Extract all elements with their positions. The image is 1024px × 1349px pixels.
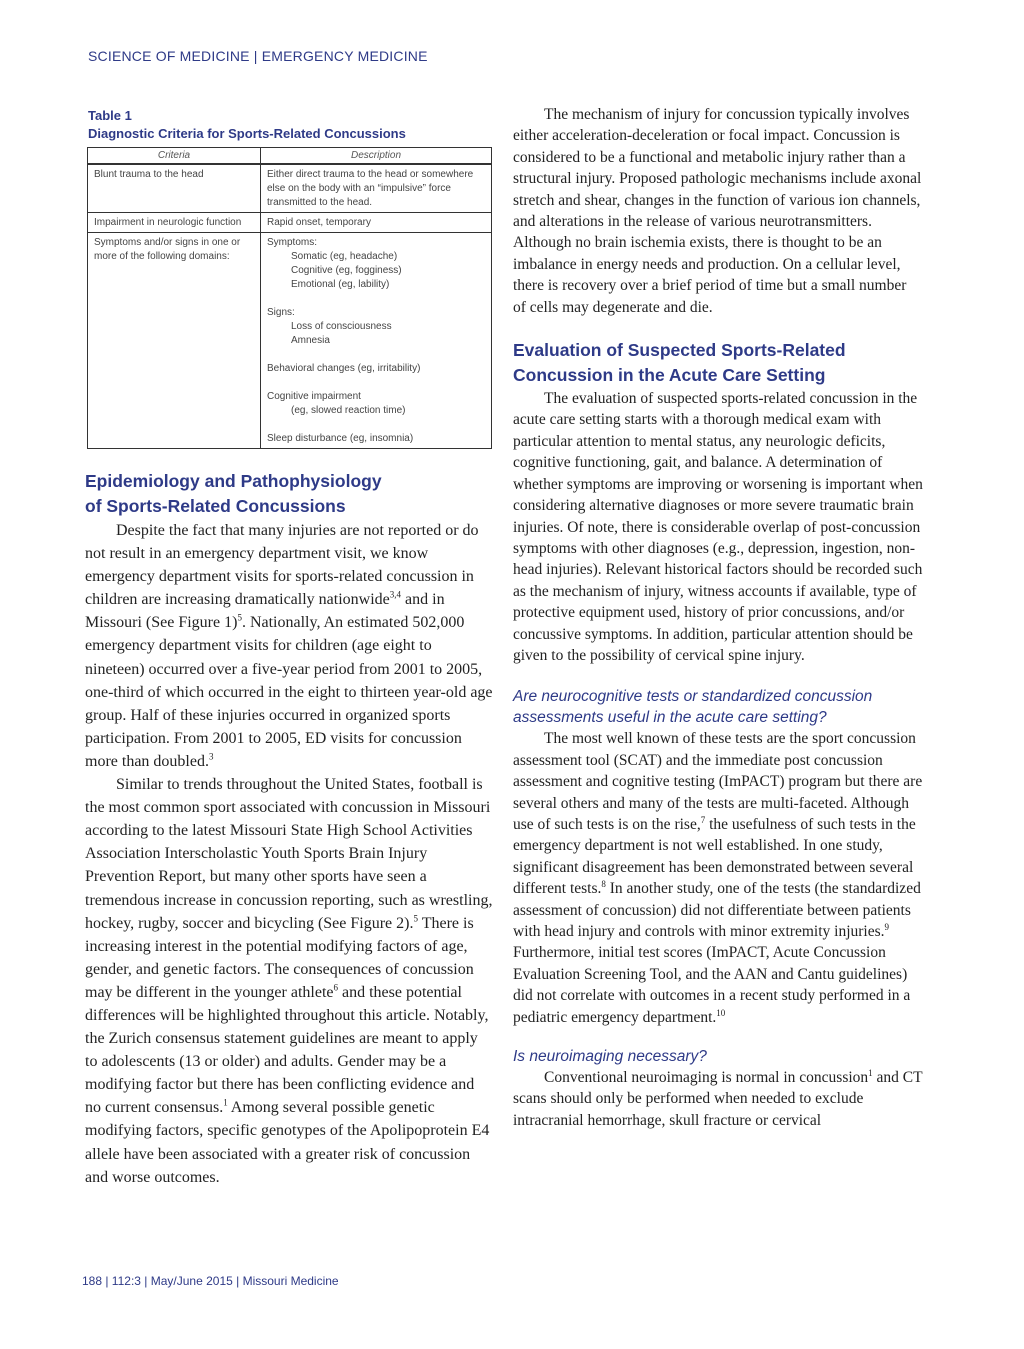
- section-heading-epidemiology: [85, 469, 493, 519]
- cognitive-label: Cognitive impairment: [267, 391, 361, 402]
- citation: 1: [223, 1098, 228, 1109]
- citation: 7: [700, 814, 706, 825]
- description-cell: Either direct trauma to the head or somewhere else on the body with an “impulsive” force transmitted to the head.: [261, 164, 492, 213]
- citation: 6: [333, 982, 338, 993]
- paragraph-epidemiology: Despite the fact that many injuries are not reported or do not result in an emergency department visit, we know emergency department visits for sports-related concussion in children are increasing dramatically nationwide$^{3,4}$ and in Missouri (See Figure 1)$^5$. Nationally, An estimated 502,000 emergency department visits for children (age eight to nineteen) occurred over a five-year period from 2001 to 2005, one-third of which occurred in the eight to thirteen year-old age group. Half of these injuries occurred in organized sports participation. From 2001 to 2005, ED visits for concussion more than doubled.$^3$: [85, 522, 493, 770]
- criteria-cell: Impairment in neurologic function: [88, 213, 261, 233]
- sleep-item: Sleep disturbance (eg, insomnia): [267, 433, 414, 444]
- right-column: [513, 104, 923, 1131]
- citation: 3: [208, 751, 214, 762]
- table-title: Diagnostic Criteria for Sports-Related Concussions: [88, 126, 406, 141]
- sign-item: Loss of consciousness: [291, 321, 392, 332]
- symptom-item: Somatic (eg, headache): [291, 251, 398, 262]
- running-head: SCIENCE OF MEDICINE | EMERGENCY MEDICINE: [88, 48, 428, 64]
- heading-line: of Sports-Related Concussions: [85, 496, 346, 516]
- subheading-neuroimaging: Is neuroimaging necessary?: [513, 1048, 707, 1066]
- section-heading-evaluation: [513, 338, 923, 388]
- citation: 10: [716, 1007, 726, 1018]
- table-row: [88, 233, 492, 449]
- citation: 5: [237, 613, 242, 624]
- citation: 5: [413, 913, 418, 924]
- heading-line: Are neurocognitive tests or standardized concussion: [513, 688, 873, 706]
- signs-label: Signs:: [267, 307, 295, 318]
- description-cell: [261, 233, 492, 449]
- citation: 3,4: [389, 589, 402, 600]
- table-row: [88, 164, 492, 213]
- criteria-table: [87, 147, 492, 449]
- table-header-row: [88, 148, 492, 165]
- table-row: [88, 213, 492, 233]
- description-cell: Rapid onset, temporary: [261, 213, 492, 233]
- paragraph-mechanism: The mechanism of injury for concussion typically involves either acceleration-deceleration or focal impact. Concussion is considered to be a functional and metabolic injury rather than a structural injury. Proposed pathologic mechanisms include axonal stretch and shear, changes in the function of various ion channels, and alterations in the release of various neurotransmitters. Although no brain ischemia exists, there is thought to be an imbalance in energy needs and production. On a cellular level, there is recovery over a brief period of time but a small number of cells may degenerate and die.: [513, 106, 922, 316]
- subheading-neurocognitive-tests: [513, 686, 923, 728]
- sign-item: Amnesia: [291, 335, 330, 346]
- heading-line: Evaluation of Suspected Sports-Related: [513, 340, 846, 361]
- criteria-cell: Symptoms and/or signs in one or more of the following domains:: [88, 233, 261, 449]
- paragraph-tests: The most well known of these tests are the sport concussion assessment tool (SCAT) and the immediate post concussion assessment and cognitive testing (ImPACT) program but there are several others and many of the tests are multi-faceted. Although use of such tests is on the rise,$^7$ the usefulness of such tests in the emergency department is not well established. In one study, significant disagreement has been demonstrated between several different tests.$^8$ In another study, one of the tests (the standardized assessment of concussion) did not differentiate between patients with head injury and controls with minor extremity injuries.$^9$ Furthermore, initial test scores (ImPACT, Acute Concussion Evaluation Screening Tool, and the AAN and Cantu guidelines) did not correlate with outcomes in a recent study performed in a pediatric emergency department.$^{10}$: [513, 730, 923, 1026]
- header-description: Description: [261, 148, 492, 165]
- citation: 9: [884, 921, 890, 932]
- left-column: [85, 108, 493, 1189]
- citation: 1: [868, 1067, 873, 1078]
- cognitive-detail: (eg, slowed reaction time): [291, 405, 406, 416]
- paragraph-evaluation: The evaluation of suspected sports-related concussion in the acute care setting starts with a thorough medical exam with particular attention to mental status, any neurologic deficits, cognitive functioning, gait, and balance. A determination of whether symptoms are improving or worsening is important when considering alternative diagnoses or more severe traumatic brain injuries. Of note, there is considerable overlap of post-concussion symptoms with other diagnoses (e.g., depression, ingestion, non-head injuries). Relevant historical factors should be recorded such as the mechanism of injury, witness accounts if available, type of protective equipment used, history of prior concussions, and/or concussive symptoms. In addition, particular attention should be given to the possibility of cervical spine injury.: [513, 390, 923, 664]
- criteria-cell: Blunt trauma to the head: [88, 164, 261, 213]
- citation: 8: [601, 879, 606, 890]
- behavioral-item: Behavioral changes (eg, irritability): [267, 363, 421, 374]
- page-footer: 188 | 112:3 | May/June 2015 | Missouri Medicine: [82, 1274, 339, 1288]
- header-criteria: Criteria: [88, 148, 261, 165]
- paragraph-neuroimaging: Conventional neuroimaging is normal in concussion$^1$ and CT scans should only be performed when needed to exclude intracranial hemorrhage, skull fracture or cervical: [513, 1067, 923, 1129]
- heading-line: assessments useful in the acute care setting?: [513, 709, 827, 727]
- paragraph-trends: Similar to trends throughout the United States, football is the most common sport associated with concussion in Missouri according to the latest Missouri State High School Activities Association Interscholastic Youth Sports Brain Injury Prevention Report, but many other sports have seen a tremendous increase in concussion reporting, such as wrestling, hockey, rugby, soccer and bicycling (See Figure 2).$^5$ There is increasing interest in the potential modifying factors of age, gender, and genetic factors. The consequences of concussion may be different in the younger athlete$^6$ and these potential differences will be highlighted throughout this article. Notably, the Zurich consensus statement guidelines are meant to apply to adolescents (13 or older) and adults. Gender may be a modifying factor but there has been conflicting evidence and no current consensus.$^1$ Among several possible genetic modifying factors, specific genotypes of the Apolipoprotein E4 allele have been associated with a greater risk of concussion and worse outcomes.: [85, 776, 493, 1186]
- symptom-item: Emotional (eg, lability): [291, 279, 390, 290]
- table-number: Table 1: [88, 108, 132, 123]
- heading-line: Epidemiology and Pathophysiology: [85, 471, 382, 491]
- symptom-item: Cognitive (eg, fogginess): [291, 265, 402, 276]
- symptoms-label: Symptoms:: [267, 237, 318, 248]
- heading-line: Concussion in the Acute Care Setting: [513, 365, 826, 386]
